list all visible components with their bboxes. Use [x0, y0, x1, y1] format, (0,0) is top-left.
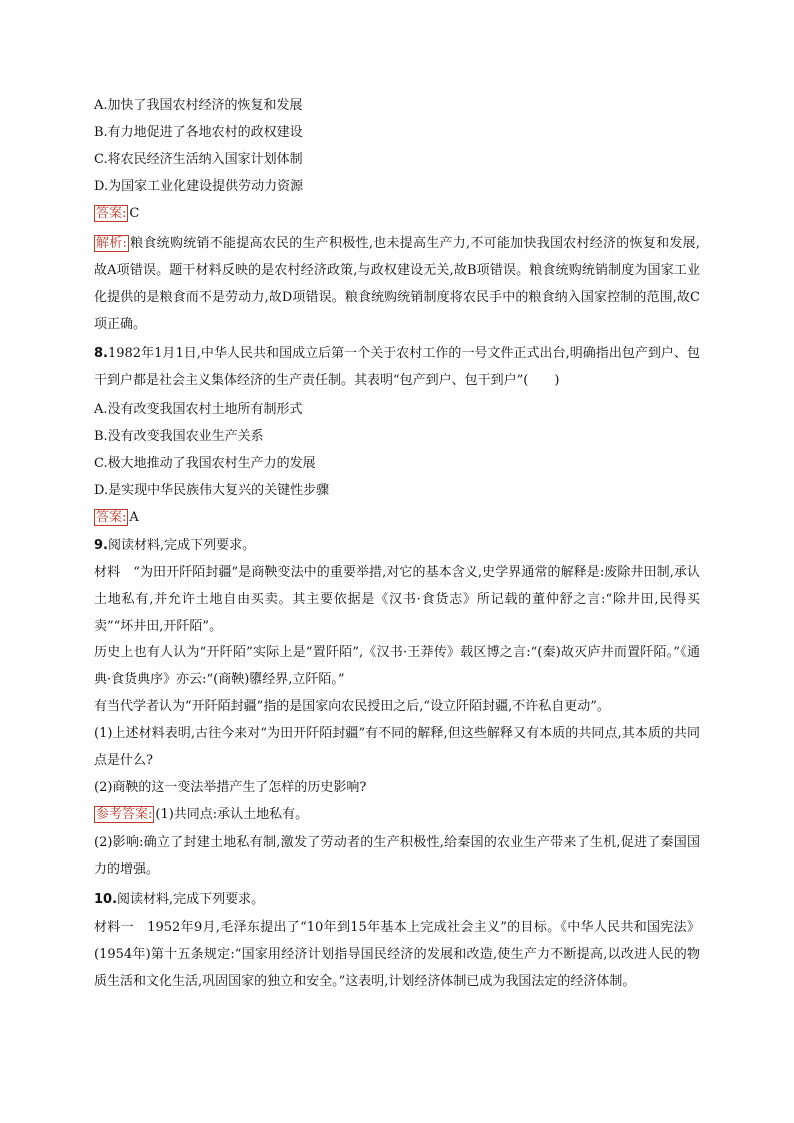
q9-question-1: (1)上述材料表明,古往今来对“为田开阡陌封疆”有不同的解释,但这些解释又有本质的共同点,其本质的共同点是什么? [94, 726, 700, 768]
q9-reference-answer [94, 806, 308, 824]
question-number: 9. [94, 538, 108, 553]
q9-reference-answer-2: (2)影响:确立了封建土地私有制,激发了劳动者的生产积极性,给秦国的农业生产带来了生机,促进了秦国国力的增强。 [94, 835, 700, 877]
q10-material-1: 材料一 1952年9月,毛泽东提出了“10年到15年基本上完成社会主义”的目标。《中华人民共和国宪法》(1954年)第十五条规定:“国家用经济计划指导国民经济的发展和改造,使生产力不断提高,以改进人民的物质生活和文化生活,巩固国家的独立和安全。”这表明,计划经济体制已成为我国法定的经济体制。 [94, 920, 700, 989]
question-stem: 阅读材料,完成下列要求。 [117, 892, 265, 907]
question-stem: 阅读材料,完成下列要求。 [107, 538, 256, 553]
q7-option-c: C.将农民经济生活纳入国家计划体制 [94, 152, 303, 167]
q7-option-a: A.加快了我国农村经济的恢复和发展 [94, 98, 303, 113]
q7-option-b: B.有力地促进了各地农村的政权建设 [94, 125, 303, 140]
q10-stem [94, 891, 264, 909]
q7-option-d: D.为国家工业化建设提供劳动力资源 [94, 179, 304, 194]
q8-stem [94, 340, 700, 394]
q8-option-c: C.极大地推动了我国农村生产力的发展 [94, 456, 316, 471]
reference-answer-1: (1)共同点:承认土地私有。 [155, 807, 309, 822]
answer-tag: 答案: [96, 206, 127, 221]
q9-question-2: (2)商鞅的这一变法举措产生了怎样的历史影响? [94, 780, 367, 795]
question-number: 8. [94, 346, 108, 361]
q8-option-b: B.没有改变我国农业生产关系 [94, 429, 264, 444]
q8-option-d: D.是实现中华民族伟大复兴的关键性步骤 [94, 483, 330, 498]
answer-tag: 答案: [96, 510, 127, 525]
answer-value: A [129, 510, 139, 525]
q8-answer [94, 509, 139, 527]
answer-value: C [129, 206, 140, 221]
question-stem: 1982年1月1日,中华人民共和国成立后第一个关于农村工作的一号文件正式出台,明确指出包产到户、包干到户都是社会主义集体经济的生产责任制。其表明“包产到户、包干到户”( ) [94, 346, 700, 388]
analysis-text: 粮食统购统销不能提高农民的生产积极性,也未提高生产力,不可能加快我国农村经济的恢复和发展,故A项错误。题干材料反映的是农村经济政策,与政权建设无关,故B项错误。粮食统购统销制度为国家工业化提供的是粮食而不是劳动力,故D项错误。粮食统购统销制度将农民手中的粮食纳入国家控制的范围,故C项正确。 [94, 236, 700, 332]
q9-material-p2: 历史上也有人认为“开阡陌”实际上是“置阡陌”,《汉书·王莽传》载区博之言:“(秦)故灭庐井而置阡陌。”《通典·食货典序》亦云:“(商鞅)隳经界,立阡陌。” [94, 645, 700, 687]
q9-stem [94, 537, 255, 555]
q9-material-p3: 有当代学者认为“开阡陌封疆”指的是国家向农民授田之后,“设立阡陌封疆,不许私自更动”。 [94, 699, 610, 714]
question-number: 10. [94, 892, 118, 907]
q7-answer [94, 205, 139, 223]
q9-material-p1: 材料 “为田开阡陌封疆”是商鞅变法中的重要举措,对它的基本含义,史学界通常的解释是:废除井田制,承认土地私有,并允许土地自由买卖。其主要依据是《汉书·食货志》所记载的董仲舒之言:“除井田,民得买卖”“坏井田,开阡陌”。 [94, 565, 700, 634]
reference-answer-tag: 参考答案: [96, 807, 153, 822]
analysis-tag: 解析: [96, 236, 127, 251]
q7-analysis [94, 230, 700, 338]
q8-option-a: A.没有改变我国农村土地所有制形式 [94, 402, 303, 417]
